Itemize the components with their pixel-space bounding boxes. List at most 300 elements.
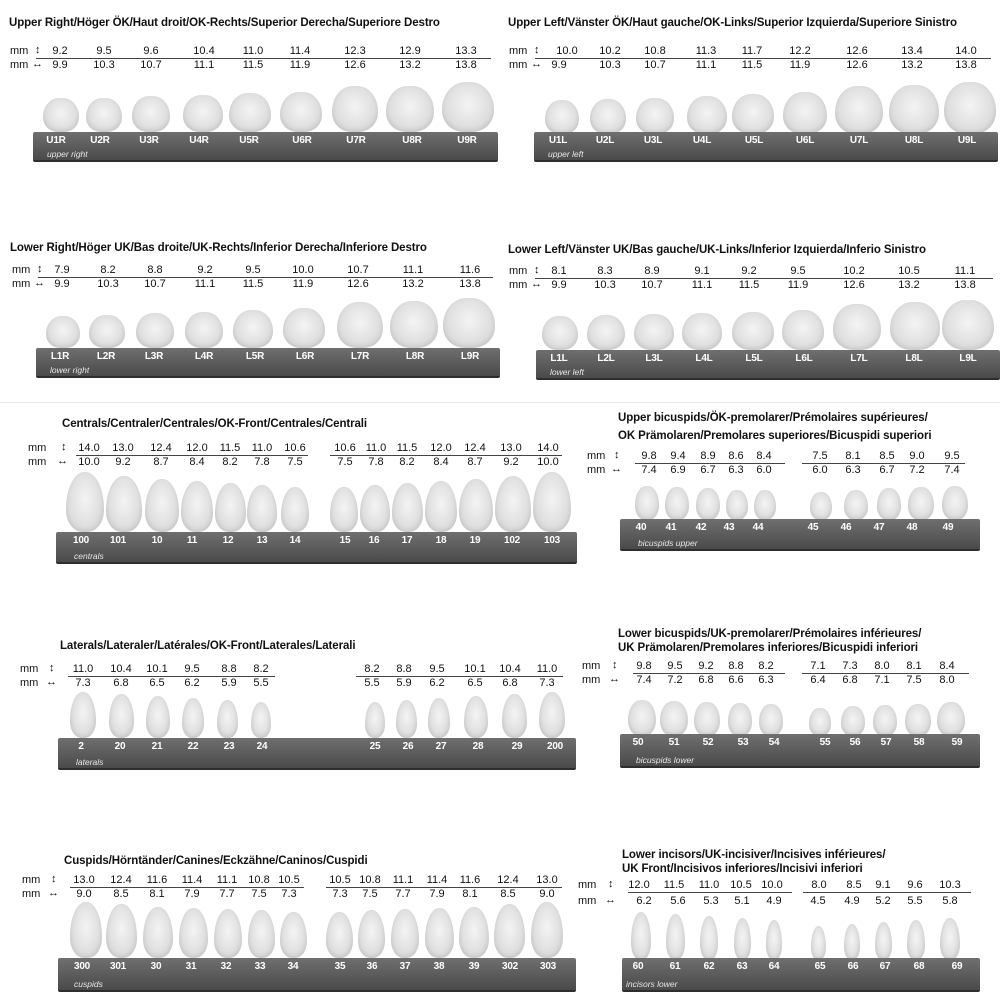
width-row bbox=[20, 677, 585, 689]
mould-codes bbox=[620, 519, 980, 535]
mould-code: 54 bbox=[768, 737, 780, 748]
mould-code: U4L bbox=[692, 135, 712, 146]
length-value: 11.4 bbox=[426, 874, 448, 886]
mm-label: mm bbox=[20, 677, 39, 689]
length-value: 10.7 bbox=[347, 264, 369, 276]
length-value: 10.3 bbox=[939, 879, 961, 891]
length-value: 8.5 bbox=[879, 450, 895, 462]
width-value: 8.4 bbox=[433, 456, 449, 468]
mould-code: 58 bbox=[913, 737, 925, 748]
mould-code: 49 bbox=[942, 522, 954, 533]
mould-code: 40 bbox=[635, 522, 647, 533]
width-value: 11.1 bbox=[691, 279, 713, 291]
mould-code: 55 bbox=[819, 737, 831, 748]
width-arrow-icon: ↔ bbox=[611, 463, 622, 475]
width-value: 7.2 bbox=[667, 674, 683, 686]
tooth-mould bbox=[143, 907, 173, 958]
mould-code: 46 bbox=[840, 522, 852, 533]
mould-code: 32 bbox=[220, 961, 232, 972]
length-value: 11.1 bbox=[392, 874, 414, 886]
length-value: 10.5 bbox=[898, 265, 920, 277]
width-value: 7.3 bbox=[539, 677, 555, 689]
length-value: 8.8 bbox=[396, 663, 412, 675]
mould-code: 43 bbox=[723, 522, 735, 533]
length-value: 8.4 bbox=[939, 660, 955, 672]
width-value: 13.8 bbox=[955, 59, 977, 71]
mould-code: L6R bbox=[295, 351, 315, 362]
length-value: 11.6 bbox=[146, 874, 168, 886]
length-value: 7.1 bbox=[810, 660, 826, 672]
tooth-mould bbox=[459, 907, 489, 958]
width-value: 9.2 bbox=[115, 456, 131, 468]
tooth-mould bbox=[660, 701, 688, 736]
length-values bbox=[28, 442, 588, 454]
tooth-row bbox=[500, 296, 1000, 350]
tooth-mould bbox=[873, 705, 897, 736]
length-value: 11.7 bbox=[741, 45, 763, 57]
length-arrow-icon: ↕ bbox=[534, 264, 540, 276]
mould-code: 66 bbox=[847, 961, 859, 972]
mould-code: 34 bbox=[287, 961, 299, 972]
tooth-mould bbox=[442, 82, 494, 132]
length-value: 10.6 bbox=[334, 442, 356, 454]
mould-code: 302 bbox=[501, 961, 519, 972]
mould-code: 301 bbox=[109, 961, 127, 972]
divider-line bbox=[628, 892, 792, 893]
card-tag: bicuspids upper bbox=[638, 538, 698, 548]
width-value: 7.9 bbox=[429, 888, 445, 900]
tooth-mould bbox=[390, 301, 438, 348]
length-value: 8.1 bbox=[551, 265, 567, 277]
panel-title-line2: OK Prämolaren/Premolares superiores/Bicuspidi superiori bbox=[618, 430, 932, 442]
width-value: 8.4 bbox=[189, 456, 205, 468]
tooth-mould bbox=[502, 694, 527, 738]
tooth-mould bbox=[877, 488, 901, 520]
length-row bbox=[20, 663, 585, 675]
mould-card-bar bbox=[622, 958, 980, 992]
mould-code: 57 bbox=[880, 737, 892, 748]
card-tag: lower right bbox=[50, 365, 90, 375]
width-value: 5.1 bbox=[734, 895, 750, 907]
mould-code: U3L bbox=[643, 135, 663, 146]
tooth-mould bbox=[889, 85, 939, 134]
length-value: 9.4 bbox=[670, 450, 686, 462]
length-value: 10.4 bbox=[110, 663, 132, 675]
mould-code: 39 bbox=[468, 961, 480, 972]
width-value: 7.5 bbox=[362, 888, 378, 900]
mould-code: L8R bbox=[405, 351, 425, 362]
length-value: 8.5 bbox=[846, 879, 862, 891]
length-value: 8.2 bbox=[364, 663, 380, 675]
width-value: 13.8 bbox=[954, 279, 976, 291]
width-value: 9.0 bbox=[76, 888, 92, 900]
length-row bbox=[509, 45, 994, 57]
width-arrow-icon: ↔ bbox=[531, 58, 542, 70]
width-value: 5.5 bbox=[907, 895, 923, 907]
width-row bbox=[578, 895, 983, 907]
panel-title: Upper bicuspids/ÖK-premolarer/Prémolaires supérieures/ bbox=[618, 412, 928, 424]
mould-code: L5L bbox=[745, 353, 763, 364]
width-value: 7.1 bbox=[874, 674, 890, 686]
mould-code: L2L bbox=[597, 353, 615, 364]
tooth-mould bbox=[907, 920, 925, 960]
length-value: 11.6 bbox=[459, 264, 481, 276]
tooth-mould bbox=[666, 914, 685, 960]
length-value: 13.0 bbox=[536, 874, 558, 886]
tooth-mould bbox=[396, 700, 417, 738]
mm-label: mm bbox=[22, 874, 41, 886]
tooth-mould bbox=[248, 910, 275, 958]
width-value: 6.8 bbox=[502, 677, 518, 689]
mm-label: mm bbox=[509, 45, 528, 57]
width-value: 9.9 bbox=[54, 278, 70, 290]
tooth-mould bbox=[728, 703, 752, 736]
mould-code: 47 bbox=[873, 522, 885, 533]
length-row bbox=[22, 874, 587, 886]
mould-codes bbox=[58, 958, 576, 974]
width-value: 5.9 bbox=[396, 677, 412, 689]
tooth-mould bbox=[833, 304, 881, 350]
length-value: 11.3 bbox=[695, 45, 717, 57]
width-value: 10.3 bbox=[594, 279, 616, 291]
length-value: 11.1 bbox=[402, 264, 424, 276]
length-row bbox=[12, 264, 497, 276]
tooth-mould bbox=[146, 696, 170, 738]
width-value: 7.4 bbox=[636, 674, 652, 686]
width-value: 8.7 bbox=[467, 456, 483, 468]
width-value: 5.5 bbox=[253, 677, 269, 689]
width-values bbox=[10, 59, 495, 71]
tooth-mould bbox=[251, 702, 271, 738]
width-value: 7.5 bbox=[337, 456, 353, 468]
tooth-mould bbox=[754, 490, 776, 520]
mould-codes bbox=[534, 132, 998, 148]
mm-label: mm bbox=[587, 450, 606, 462]
length-arrow-icon: ↕ bbox=[37, 263, 43, 275]
width-value: 6.3 bbox=[845, 464, 861, 476]
mould-code: U9R bbox=[457, 135, 477, 146]
mm-label: mm bbox=[509, 59, 528, 71]
tooth-mould bbox=[183, 95, 223, 132]
length-value: 10.0 bbox=[761, 879, 783, 891]
tooth-mould bbox=[944, 82, 996, 134]
length-value: 10.8 bbox=[644, 45, 666, 57]
length-values bbox=[10, 45, 495, 57]
length-value: 13.4 bbox=[901, 45, 923, 57]
length-value: 10.6 bbox=[284, 442, 306, 454]
mould-code: L3R bbox=[144, 351, 164, 362]
length-value: 8.8 bbox=[221, 663, 237, 675]
mould-code: 28 bbox=[472, 741, 484, 752]
panel-upper-right bbox=[0, 0, 500, 200]
width-value: 5.6 bbox=[670, 895, 686, 907]
tooth-mould bbox=[86, 98, 122, 132]
width-value: 11.5 bbox=[242, 278, 264, 290]
width-value: 6.8 bbox=[698, 674, 714, 686]
length-value: 8.9 bbox=[700, 450, 716, 462]
tooth-mould bbox=[875, 922, 892, 960]
mould-codes bbox=[36, 348, 500, 364]
mould-code: U8R bbox=[402, 135, 422, 146]
length-value: 10.8 bbox=[359, 874, 381, 886]
width-row bbox=[10, 59, 495, 71]
tooth-mould bbox=[810, 492, 832, 520]
length-value: 11.0 bbox=[536, 663, 558, 675]
width-value: 11.1 bbox=[695, 59, 717, 71]
width-value: 8.5 bbox=[113, 888, 129, 900]
width-value: 8.2 bbox=[222, 456, 238, 468]
mould-code: 12 bbox=[222, 535, 234, 546]
tooth-mould bbox=[337, 302, 383, 348]
mould-code: 303 bbox=[539, 961, 557, 972]
tooth-mould bbox=[587, 315, 625, 350]
mould-code: 2 bbox=[78, 741, 84, 752]
tooth-mould bbox=[835, 86, 883, 134]
length-value: 9.8 bbox=[636, 660, 652, 672]
length-value: 11.0 bbox=[365, 442, 387, 454]
length-value: 9.8 bbox=[641, 450, 657, 462]
mm-label: mm bbox=[20, 663, 39, 675]
width-row bbox=[582, 674, 987, 686]
tooth-mould bbox=[890, 302, 940, 350]
tooth-mould bbox=[70, 902, 102, 958]
tooth-mould bbox=[281, 487, 309, 532]
width-arrow-icon: ↔ bbox=[48, 887, 59, 899]
tooth-row bbox=[500, 80, 1000, 134]
length-value: 8.0 bbox=[811, 879, 827, 891]
tooth-mould bbox=[66, 472, 104, 532]
length-value: 8.2 bbox=[253, 663, 269, 675]
width-value: 13.8 bbox=[459, 278, 481, 290]
width-value: 7.2 bbox=[909, 464, 925, 476]
mm-label: mm bbox=[582, 660, 601, 672]
mm-label: mm bbox=[28, 442, 47, 454]
width-values bbox=[509, 279, 994, 291]
width-value: 6.6 bbox=[728, 674, 744, 686]
mould-code: L4L bbox=[695, 353, 713, 364]
tooth-mould bbox=[759, 704, 783, 736]
width-value: 6.2 bbox=[184, 677, 200, 689]
width-arrow-icon: ↔ bbox=[605, 894, 616, 906]
width-values bbox=[12, 278, 497, 290]
tooth-mould bbox=[459, 479, 493, 532]
width-values bbox=[22, 888, 587, 900]
mould-code: 59 bbox=[951, 737, 963, 748]
panel-title: Lower incisors/UK-incisiver/Incisives inférieures/ bbox=[622, 849, 886, 861]
width-value: 11.9 bbox=[787, 279, 809, 291]
width-value: 13.2 bbox=[399, 59, 421, 71]
length-arrow-icon: ↕ bbox=[534, 44, 540, 56]
mould-code: 37 bbox=[399, 961, 411, 972]
mould-code: 100 bbox=[72, 535, 90, 546]
tooth-mould bbox=[132, 96, 170, 132]
section-divider bbox=[0, 402, 1000, 403]
length-value: 7.9 bbox=[54, 264, 70, 276]
length-value: 12.2 bbox=[789, 45, 811, 57]
mould-code: L4R bbox=[194, 351, 214, 362]
tooth-mould bbox=[542, 316, 578, 350]
width-value: 7.7 bbox=[219, 888, 235, 900]
mould-code: 63 bbox=[736, 961, 748, 972]
width-value: 10.7 bbox=[641, 279, 663, 291]
length-value: 7.5 bbox=[812, 450, 828, 462]
length-value: 12.4 bbox=[150, 442, 172, 454]
width-arrow-icon: ↔ bbox=[32, 58, 43, 70]
tooth-row bbox=[590, 688, 1000, 736]
width-arrow-icon: ↔ bbox=[57, 455, 68, 467]
length-value: 10.2 bbox=[599, 45, 621, 57]
width-value: 6.5 bbox=[149, 677, 165, 689]
mould-code: U4R bbox=[189, 135, 209, 146]
width-value: 12.6 bbox=[843, 279, 865, 291]
length-value: 9.2 bbox=[52, 45, 68, 57]
length-row bbox=[582, 660, 987, 672]
width-value: 6.7 bbox=[879, 464, 895, 476]
mould-code: 53 bbox=[737, 737, 749, 748]
length-value: 9.1 bbox=[875, 879, 891, 891]
length-value: 11.0 bbox=[242, 45, 264, 57]
width-values bbox=[578, 895, 983, 907]
mould-code: L5R bbox=[245, 351, 265, 362]
tooth-mould bbox=[841, 706, 865, 736]
width-values bbox=[20, 677, 585, 689]
length-arrow-icon: ↕ bbox=[35, 44, 41, 56]
tooth-mould bbox=[783, 92, 827, 134]
length-value: 10.2 bbox=[843, 265, 865, 277]
length-value: 12.4 bbox=[110, 874, 132, 886]
width-value: 6.0 bbox=[756, 464, 772, 476]
card-tag: bicuspids lower bbox=[636, 755, 695, 765]
length-value: 14.0 bbox=[955, 45, 977, 57]
width-values bbox=[587, 464, 992, 476]
width-value: 11.1 bbox=[193, 59, 215, 71]
mould-code: L9L bbox=[959, 353, 977, 364]
card-tag: laterals bbox=[76, 757, 104, 767]
width-value: 11.5 bbox=[741, 59, 763, 71]
mm-label: mm bbox=[578, 879, 597, 891]
width-value: 7.3 bbox=[332, 888, 348, 900]
length-value: 11.4 bbox=[289, 45, 311, 57]
width-value: 9.0 bbox=[539, 888, 555, 900]
length-value: 8.9 bbox=[644, 265, 660, 277]
width-arrow-icon: ↔ bbox=[609, 673, 620, 685]
width-value: 7.3 bbox=[75, 677, 91, 689]
length-value: 9.5 bbox=[96, 45, 112, 57]
mould-card-bar bbox=[620, 519, 980, 551]
tooth-row bbox=[0, 470, 590, 532]
width-value: 7.8 bbox=[254, 456, 270, 468]
panel-title: Lower Left/Vänster UK/Bas gauche/UK-Links/Inferior Izquierda/Inferio Sinistro bbox=[508, 244, 926, 256]
mould-code: 51 bbox=[668, 737, 680, 748]
mould-code: L2R bbox=[96, 351, 116, 362]
mould-code: 23 bbox=[223, 741, 235, 752]
width-value: 11.9 bbox=[292, 278, 314, 290]
tooth-mould bbox=[811, 926, 826, 960]
length-value: 8.2 bbox=[100, 264, 116, 276]
width-value: 7.5 bbox=[287, 456, 303, 468]
mm-label: mm bbox=[10, 59, 29, 71]
length-values bbox=[509, 265, 994, 277]
tooth-mould bbox=[181, 481, 213, 532]
length-value: 9.2 bbox=[698, 660, 714, 672]
length-value: 10.5 bbox=[278, 874, 300, 886]
length-row bbox=[509, 265, 994, 277]
tooth-mould bbox=[214, 909, 242, 958]
length-value: 9.6 bbox=[907, 879, 923, 891]
width-row bbox=[509, 279, 994, 291]
width-value: 7.7 bbox=[395, 888, 411, 900]
tooth-mould bbox=[358, 910, 385, 958]
width-value: 11.5 bbox=[242, 59, 264, 71]
tooth-mould bbox=[665, 487, 689, 520]
length-row bbox=[10, 45, 495, 57]
width-value: 11.9 bbox=[789, 59, 811, 71]
tooth-mould bbox=[545, 100, 579, 134]
length-value: 12.0 bbox=[430, 442, 452, 454]
length-value: 9.5 bbox=[944, 450, 960, 462]
mould-card-bar bbox=[33, 132, 498, 162]
tooth-mould bbox=[628, 700, 656, 736]
panel-title: Lower Right/Höger UK/Bas droite/UK-Rechts/Inferior Derecha/Inferiore Destro bbox=[10, 242, 427, 254]
width-value: 13.8 bbox=[455, 59, 477, 71]
length-arrow-icon: ↕ bbox=[49, 662, 55, 674]
length-value: 10.5 bbox=[730, 879, 752, 891]
length-value: 11.1 bbox=[216, 874, 238, 886]
tooth-mould bbox=[844, 924, 860, 960]
mould-code: 20 bbox=[114, 741, 126, 752]
width-value: 4.5 bbox=[810, 895, 826, 907]
width-value: 6.3 bbox=[758, 674, 774, 686]
panel-laterals bbox=[0, 600, 590, 796]
tooth-mould bbox=[391, 909, 419, 958]
length-value: 11.1 bbox=[954, 265, 976, 277]
width-value: 6.2 bbox=[429, 677, 445, 689]
width-value: 7.5 bbox=[906, 674, 922, 686]
panel-title: Laterals/Lateraler/Latérales/OK-Front/Laterales/Laterali bbox=[60, 640, 356, 652]
mm-label: mm bbox=[509, 279, 528, 291]
panel-cuspids bbox=[0, 796, 590, 1000]
length-value: 10.0 bbox=[556, 45, 578, 57]
tooth-mould bbox=[734, 918, 751, 960]
mm-label: mm bbox=[578, 895, 597, 907]
mould-codes bbox=[33, 132, 498, 148]
mould-code: 31 bbox=[185, 961, 197, 972]
mould-code: 29 bbox=[511, 741, 523, 752]
mould-code: 42 bbox=[695, 522, 707, 533]
mould-code: 36 bbox=[366, 961, 378, 972]
width-value: 6.8 bbox=[842, 674, 858, 686]
width-value: 12.6 bbox=[344, 59, 366, 71]
mould-code: U5R bbox=[239, 135, 259, 146]
length-arrow-icon: ↕ bbox=[614, 449, 620, 461]
mm-label: mm bbox=[509, 265, 528, 277]
tooth-mould bbox=[696, 488, 720, 520]
mould-code: U2L bbox=[595, 135, 615, 146]
width-value: 10.3 bbox=[97, 278, 119, 290]
panel-lower-right bbox=[0, 230, 500, 400]
mould-code: 21 bbox=[151, 741, 163, 752]
tooth-row bbox=[590, 480, 1000, 520]
tooth-mould bbox=[634, 314, 674, 350]
width-value: 8.7 bbox=[153, 456, 169, 468]
tooth-mould bbox=[247, 485, 277, 532]
mould-codes bbox=[58, 738, 576, 754]
mould-code: 61 bbox=[669, 961, 681, 972]
mould-code: U7L bbox=[849, 135, 869, 146]
panel-centrals bbox=[0, 404, 590, 600]
tooth-mould bbox=[539, 692, 565, 738]
length-value: 10.4 bbox=[193, 45, 215, 57]
